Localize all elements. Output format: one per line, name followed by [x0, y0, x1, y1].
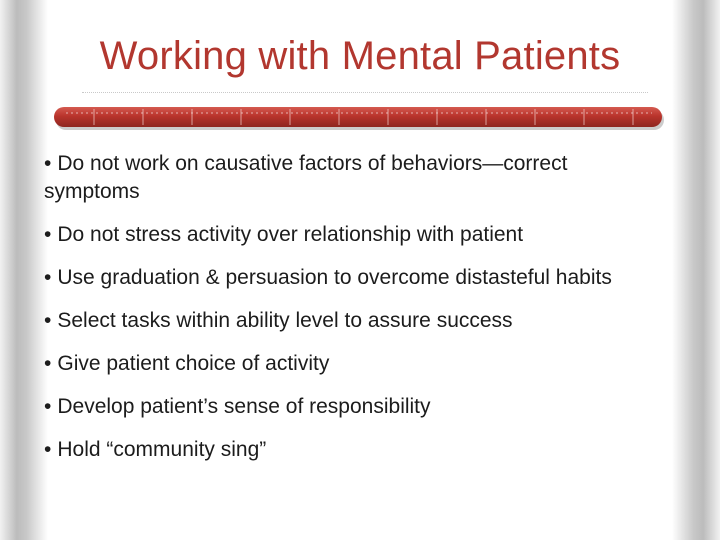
- bullet-text: Do not stress activity over relationship with patient: [57, 223, 524, 246]
- slide-title: Working with Mental Patients: [99, 34, 621, 78]
- bullet-text: Hold “community sing”: [57, 438, 267, 461]
- bullet-marker: •: [44, 152, 52, 175]
- bullet-marker: •: [44, 223, 52, 246]
- title-divider: [82, 92, 648, 93]
- bullet-marker: •: [44, 438, 52, 461]
- bullet-item: [44, 436, 654, 464]
- binder-bar-graphic: [54, 104, 666, 132]
- bullet-item: [44, 264, 654, 292]
- bullet-item: [44, 393, 654, 421]
- right-edge-shading: [672, 0, 720, 540]
- bullet-text: Do not work on causative factors of behaviors—correct symptoms: [44, 152, 568, 203]
- bullet-marker: •: [44, 395, 52, 418]
- bullet-list: [44, 150, 654, 479]
- bullet-item: [44, 150, 654, 206]
- bullet-item: [44, 221, 654, 249]
- bullet-item: [44, 350, 654, 378]
- bullet-item: [44, 307, 654, 335]
- bullet-marker: •: [44, 309, 52, 332]
- binder-bar: [54, 104, 666, 132]
- bullet-text: Use graduation & persuasion to overcome distasteful habits: [57, 266, 612, 289]
- bullet-text: Give patient choice of activity: [57, 352, 330, 375]
- bullet-text: Select tasks within ability level to assure success: [57, 309, 513, 332]
- bullet-text: Develop patient’s sense of responsibility: [57, 395, 431, 418]
- left-edge-shading: [0, 0, 48, 540]
- bullet-marker: •: [44, 266, 52, 289]
- bullet-marker: •: [44, 352, 52, 375]
